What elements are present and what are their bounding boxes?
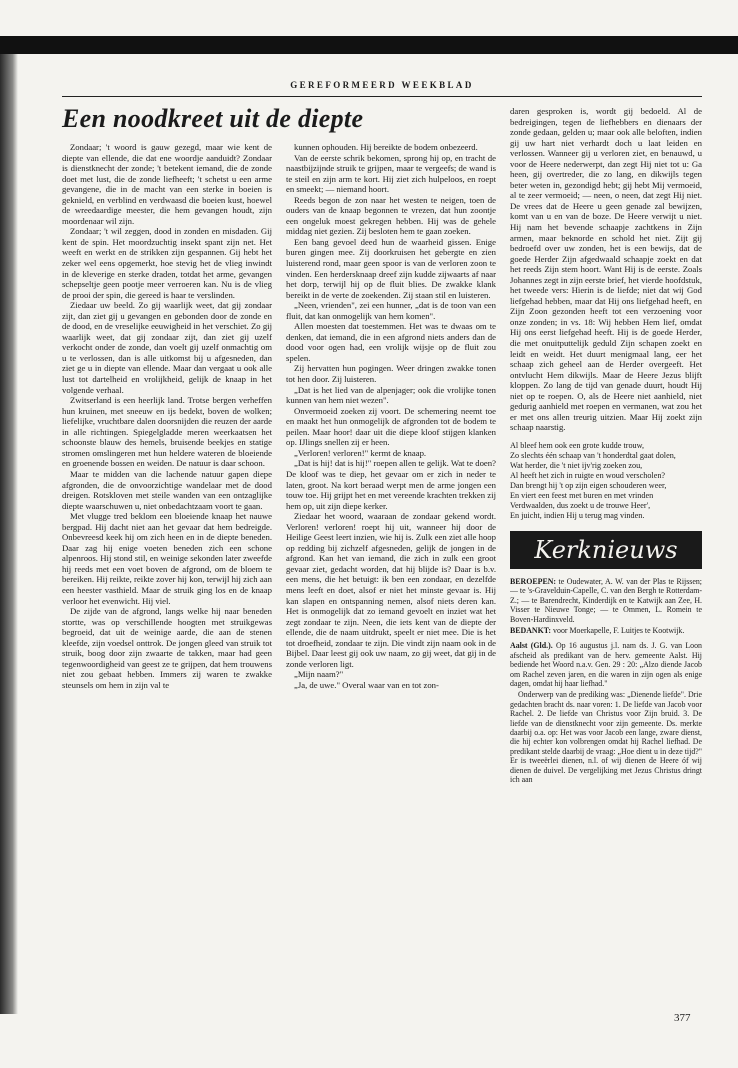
- scan-binding-shadow: [0, 54, 18, 1014]
- paragraph: Zondaar; 't woord is gauw gezegd, maar wie kent de diepte van ellende, die dat ene woordje aanduidt? Zondaar is dienstknecht der zonde; 't betekent iemand, die de zonde doet met lust, die de zonde liefheeft; 't schetst u een arme gevangene, die in de macht van een sterke in boeien is geknield, en verblind en verdwaasd die boeien kust, hoewel de wreedaardige meester, die hem gevangen houdt, zijn moordenaar wil zijn.: [62, 142, 272, 226]
- paragraph: De zijde van de afgrond, langs welke hij naar beneden stortte, was op verschillende hoogten met struikgewas begroeid, dat uit de weinige aarde, die aan de stenen kleefde, zijn voedsel onttrok. De jongen gleed van struik tot struik, boog door zijn zwaarte de takken, maar had geen tegenwoordigheid van geest ze te grijpen, dat hem trouwens niet zou gebaat hebben. Immers zij waren te zwakke steunsels om hem in zijn val te: [62, 606, 272, 690]
- news-item: [510, 626, 702, 635]
- article-title: Een noodkreet uit de diepte: [62, 104, 364, 133]
- news-label: BEROEPEN:: [510, 576, 557, 586]
- news-text: te Oudewater, A. W. van der Plas te Rijssen; — te 's-Gravelduin-Capelle, C. van den Bergh te Rotterdam-Z.; — te Barendrecht, Kinderdijk en te Katwijk aan Zee, H. Visser te Nieuwe Tonge; — te Ommen, L. Romein te Boven-Hardinxveld.: [510, 576, 702, 624]
- paragraph: „Mijn naam?": [294, 669, 344, 680]
- running-header: GEREFORMEERD WEEKBLAD: [290, 80, 474, 90]
- poem: [510, 441, 702, 521]
- paragraph: „Neen, vrienden", zei een hunner, „dat is de toon van een fluit, dat kan onmogelijk van hem komen".: [286, 300, 496, 321]
- paragraph: „Verloren! verloren!" kermt de knaap.: [294, 447, 427, 458]
- paragraph: „Dat is het lied van de alpenjager; ook die vrolijke tonen kunnen van hem niet wezen".: [286, 384, 496, 406]
- paragraph: Met vlugge tred beklom een bloeiende knaap het nauwe bergpad. Hij dacht niet aan het gevaar dat hem bedreigde. Onbevreesd keek hij om zich heen en in de diepte beneden. Daar zag hij enige voeten beneden zich een schone alpenroos. Hij stond stil, en weinige sekonden later zweefde hij reeds met een voet boven de afgrond, om de bloem te bereiken. Hij reikte, reikte zover hij kon, terwijl hij zich aan een heester vasthield. Maar de struik ging los en de knaap verloor het evenwicht. Hij viel.: [62, 511, 272, 606]
- paragraph: Maar te midden van die lachende natuur gapen diepe afgronden, die de onvoorzichtige wandelaar met de dood dreigen. Rotskloven met steile wanden van een ontzaglijke diepte waarschuwen u, niet onbedachtzaam voort te gaan.: [62, 468, 272, 511]
- paragraph: Zwitserland is een heerlijk land. Trotse bergen verheffen hun kruinen, met sneeuw en ijs bedekt, boven de wolken; liefelijke, vruchtbare dalen doorsnijden die reuzen der aarde in alle richtingen. Spiegelgladde meren weerkaatsen het schoonste blauw des hemels, bruisende beekjes en statige stromen omslingeren met hun heldere wateren de bloeiende en groenende bossen en weiden. De natuur is daar schoon.: [62, 395, 272, 469]
- news-text: Op 16 augustus j.l. nam ds. J. G. van Loon afscheid als predikant van de herv. gemeente Aalst. Hij bediende het Woord n.a.v. Gen. 29 : 20: „Alzo diende Jacob om Rachel zeven jaren, en die waren in zijn ogen als enige dagen, omdat hij haar liefhad.": [510, 641, 702, 689]
- news-item: [510, 577, 702, 624]
- paragraph: Ziedaar uw beeld. Zo gij waarlijk weet, dat gij zondaar zijt, dan ziet gij u gevangen en gebonden door de zonde en de dood, en de vreselijke eeuwigheid in het verschiet. Zo gij waarlijk weet, dat gij zondaar zijt, dan ziet gij uzelf verkocht onder de zonde, dan voelt gij uzelf onmachtig om u te verlossen, dan is alle uitkomst bij u afgesneden, dan ziet ge u in diepte van ellende. Maar dan vergaat u ook alle lust tot dartelheid en vrolijkheid, gelijk de knaap in het volgende verhaal.: [62, 300, 272, 395]
- paragraph: Reeds begon de zon naar het westen te neigen, toen de ouders van de knaap begonnen te vrezen, dat hun zoontje een ongeluk moest gekregen hebben. Hij was de gehele middag niet gezien. Zij besloten hem te gaan zoeken.: [286, 194, 496, 237]
- paragraph: Allen moesten dat toestemmen. Het was te dwaas om te denken, dat iemand, die in een afgrond niets anders dan de dood voor ogen had, een vrolijk wijsje op de fluit zou spelen.: [286, 321, 496, 363]
- paragraph: „Ja, de uwe." Overal waar van en tot zon-: [294, 679, 439, 690]
- paragraph: kunnen ophouden. Hij bereikte de bodem onbezeerd.: [294, 142, 478, 152]
- header-rule: [62, 96, 702, 97]
- paragraph: Een bang gevoel deed hun de waarheid gissen. Enige buren gingen mee. Zij doorkruisen het gebergte en zien luisterend rond, maar geen spoor is van de verloren zoon te vinden. Een herdersknaap dreef zijn kudde zijwaarts af naar het dorp, terwijl hij op de fluit blies. De zwakke klank bereikt in de verte de zoekenden. Zij staan stil en luisteren.: [286, 236, 496, 300]
- paragraph: Ziedaar het woord, waaraan de zondaar gekend wordt. Verloren! verloren! roept hij uit, wanneer hij door de Heilige Geest leert inzien, wie hij is. Zulk een ziet alle hoop op redding bij zichzelf afgesneden, gelijk de jongen in de afgrond. Kan het van iemand, die zich in zulk een groot gevaar ziet, gedacht worden, dat hij blijde is? Daar is b.v. een mens, die het betuigt: ik ben een zondaar, en dezelfde mens leeft en doet, alsof er niet het minste gevaar is. Hij kan slapen en ontspanning nemen, alsof niets deren kan. Het is onmogelijk dat zo iemand gevoelt en inziet wat het zegt zondaar te zijn. Neen, die iets kent van de diepte der ellende, die de naam uitdrukt, speelt er niet mee. Die is het tot droefheid, zondaar te zijn. Die vindt zijn naam ook in de Bijbel. Daar leest gij ook uw naam, zo gij weet, dat gij in de zonde verloren ligt.: [286, 511, 496, 669]
- scan-top-border: [0, 36, 738, 54]
- paragraph: Zondaar; 't wil zeggen, dood in zonden en misdaden. Gij kent de spin. Het moordzuchtig insekt spant zijn net. Het weeft en werkt en de strikken zijn gespannen. Gij hebt het zeker wel eens opgemerkt, hoe stevig het de vlieg inwindt in de kleverige en sterke draden, totdat het arme, gevangen schepseltje geen pootje meer verroeren kan. Nu is de vlieg de prooi der spin, die gereed is haar te verslinden.: [62, 226, 272, 300]
- page-number: 377: [674, 1012, 691, 1024]
- column-2: [286, 142, 496, 988]
- paragraph: Van de eerste schrik bekomen, sprong hij op, en tracht de naastbijzijnde struik te grijpen, maar te vergeefs; de wand is te steil en zijn arm te kort. Hij ziet zich hulpeloos, en roept en smeekt; — niemand hoort.: [286, 152, 496, 195]
- column-3: [510, 106, 702, 988]
- kerknieuws-banner: Kerknieuws: [510, 531, 702, 569]
- poem-line: En juicht, indien Hij u terug mag vinden.: [510, 510, 645, 520]
- paragraph: daren gesproken is, wordt gij bedoeld. Al de bedreigingen, tegen de liefhebbers en dienaars der zonde gedaan, gelden u; maar ook alle beloften, indien gij uw hart niet verhardt doch u laat leiden en verlossen. Wanneer gij u verloren ziet, en benauwd, u voor de Heere nederwerpt, dan zegt Hij niet tot u: Ga heen, gij overtreder, die zo lang, en dikwijls tegen beter weten in, gezondigd hebt; gij hebt Mij vermoeid, al te zeer vermoeid; — neen, o neen, dat zegt Hij niet. De vrees dat de Heere u geen genade zal bewijzen, komt van u en van de boze. De Heere verwijt u niet. Hij nam het bevende schaapje zachtkens in Zijn armen, maar beknorde en schold het niet. Zijt gij bedroefd over uw zonden, het is een bewijs, dat de goede Herder Zijn afgedwaald schaapje zoekt en dat het reeds Zijn stem hoort. Want Hij is de eerste. Zoals Johannes zegt in zijn eerste brief, het vierde hoofdstuk, het tweede vers: Hierin is de liefde; niet dat wij God liefgehad hebben, maar dat Hij ons liefgehad heeft, en Zijn Zoon gezonden heeft tot een verzoening voor onze zonden; in vs. 18: Wij hebben Hem lief, omdat Hij ons eerst liefgehad heeft. Hij is de goede Herder, die met onuitputtelijk geduld Zijn schapen zoekt en leidt en weidt. Het duurt menigmaal lang, eer het schaap zich geheel aan de Herder overgeeft. Het ontvlucht Hem dikwijls. Maar de Heere Jezus blijft kloppen. Zo lang de tijd van genade duurt, houdt Hij niet op te roepen. O, als de Heere niet aanhield, niet gedurig aanhield met roepen en vermanen, wat zou het er met ons allen treurig uitzien. Maar Hij zoekt zijn schaap naarstig.: [510, 106, 702, 433]
- news-item: [510, 641, 702, 688]
- poem-line: Dan brengt hij 't op zijn eigen schouderen weer,: [510, 480, 667, 490]
- paragraph: Onvermoeid zoeken zij voort. De schemering neemt toe en maakt het hun onmogelijk de afgronden tot de bodem te peilen. Maar hoor! daar uit die diepe kloof stijgen klanken op. IJlings snellen zij er heen.: [286, 405, 496, 448]
- poem-line: En viert een feest met buren en met vrinden: [510, 490, 654, 500]
- paragraph: Zij hervatten hun pogingen. Weer dringen zwakke tonen tot hen door. Zij luisteren.: [286, 363, 496, 385]
- poem-line: Al heeft het zich in ruigte en woud verscholen?: [510, 470, 666, 480]
- church-news: [510, 577, 702, 785]
- poem-line: Verdwaalden, dus zoekt u de trouwe Heer',: [510, 500, 651, 510]
- news-label: Aalst (Gld.).: [510, 641, 553, 651]
- news-item: Onderwerp van de prediking was: „Dienende liefde". Drie gedachten bracht ds. naar voren: 1. De liefde van Jacob voor Rachel. 2. De liefde van Christus voor Zijn bruid. 3. De liefde van de dienstknecht voor zijn gemeente. Ds. merkte daarbij o.a. op: Het was voor Jacob een lange, zware dienst, die hij echter kon volbrengen omdat hij Rachel liefhad. De predikant stelde daarbij de vraag: „Hoe dient u in deze tijd?" Er is tweeërlei dienen, n.l. of wij dienen de Heere óf wij dienen de duivel. De vergelijking met Jezus Christus dringt ich aan: [510, 690, 702, 785]
- column-1: [62, 142, 272, 988]
- poem-line: Zo slechts één schaap van 't honderdtal gaat dolen,: [510, 450, 676, 460]
- news-text: voor Moerkapelle, F. Luitjes te Kootwijk.: [551, 625, 685, 635]
- news-label: BEDANKT:: [510, 625, 552, 635]
- paragraph: „Dat is hij! dat is hij!" roepen allen te gelijk. Wat te doen? De kloof was te diep, het gevaar om er zich in neder te laten, groot. Na kort beraad werpt men de arme jongen een touw toe. Hij grijpt het en met vereende krachten trekken zij hem op, uit zijn diepe kerker.: [286, 458, 496, 511]
- poem-line: Al bleef hem ook een grote kudde trouw,: [510, 440, 645, 450]
- poem-line: Wat herder, die 't niet ijv'rig zoeken zou,: [510, 460, 643, 470]
